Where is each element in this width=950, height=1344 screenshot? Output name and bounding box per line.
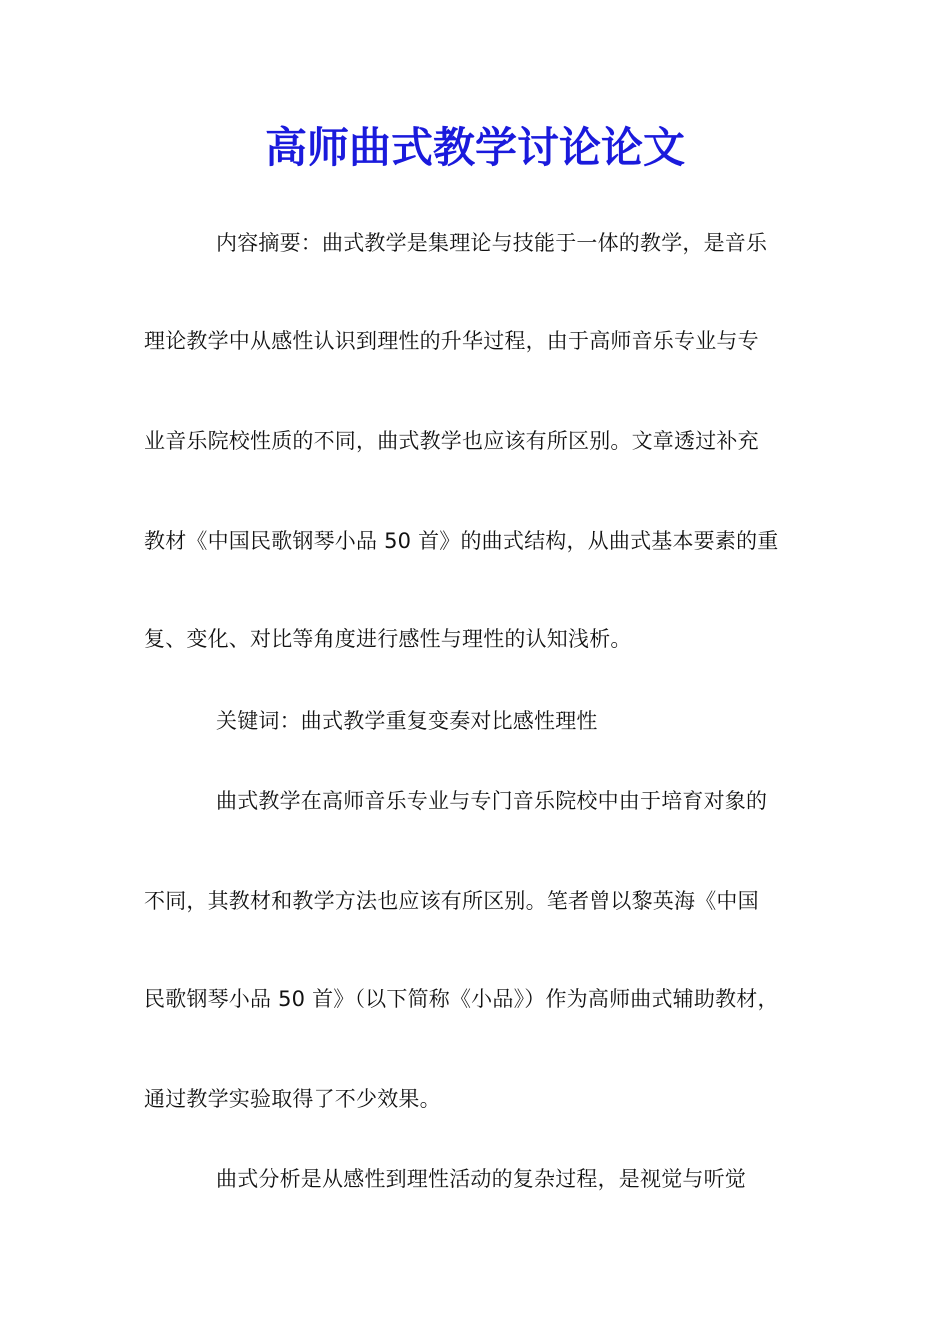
paragraph-1-line-2: 不同，其教材和教学方法也应该有所区别。笔者曾以黎英海《中国 — [144, 889, 759, 913]
paragraph-2-line-1: 曲式分析是从感性到理性活动的复杂过程，是视觉与听觉 — [216, 1167, 746, 1191]
paragraph-1-line-4: 通过教学实验取得了不少效果。 — [144, 1087, 441, 1111]
abstract-line-1: 内容摘要：曲式教学是集理论与技能于一体的教学，是音乐 — [216, 231, 768, 255]
document-title: 高师曲式教学讨论论文 — [264, 123, 685, 172]
keywords-line: 关键词：曲式教学重复变奏对比感性理性 — [216, 709, 598, 733]
abstract-line-3: 业音乐院校性质的不同，曲式教学也应该有所区别。文章透过补充 — [144, 429, 759, 453]
abstract-line-2: 理论教学中从感性认识到理性的升华过程，由于高师音乐专业与专 — [144, 329, 759, 353]
abstract-line-4: 教材《中国民歌钢琴小品 50 首》的曲式结构，从曲式基本要素的重 — [144, 529, 779, 553]
paragraph-1-line-1: 曲式教学在高师音乐专业与专门音乐院校中由于培育对象的 — [216, 789, 768, 813]
abstract-line-5: 复、变化、对比等角度进行感性与理性的认知浅析。 — [144, 627, 632, 651]
paragraph-1-line-3: 民歌钢琴小品 50 首》（以下简称《小品》）作为高师曲式辅助教材， — [144, 987, 779, 1011]
